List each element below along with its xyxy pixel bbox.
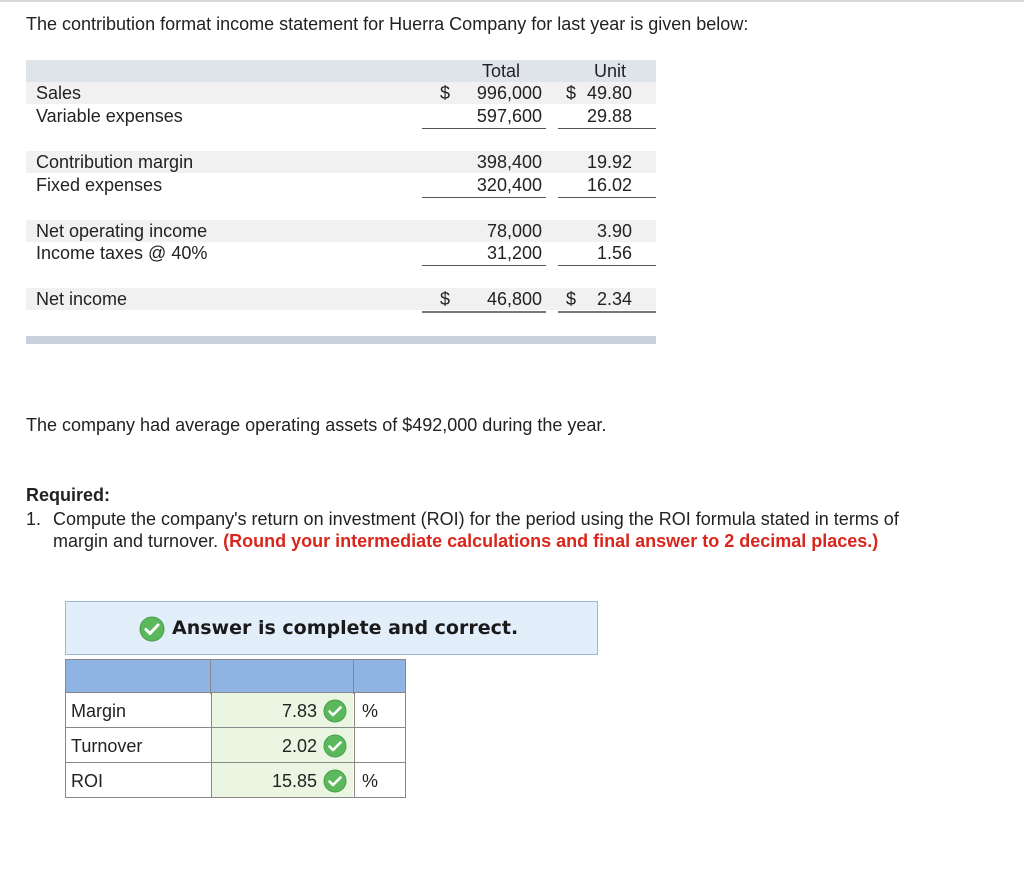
row-unit-dollar-sign: $ — [566, 83, 577, 103]
row-unit-variable-expenses: 29.88 — [586, 106, 632, 126]
answer-unit-cell — [354, 763, 406, 797]
subtotal-rule — [422, 197, 546, 198]
row-unit-fixed-expenses: 16.02 — [586, 175, 632, 195]
answer-unit: % — [362, 701, 379, 721]
row-label-net-operating-income: Net operating income — [36, 221, 208, 241]
row-label-net-income: Net income — [36, 289, 128, 309]
row-label-variable-expenses: Variable expenses — [36, 106, 183, 126]
answer-value: 2.02 — [281, 736, 317, 756]
assets-text: The company had average operating assets of $492,000 during the year. — [26, 415, 607, 435]
header-total: Total — [481, 61, 521, 81]
total-double-rule — [422, 311, 546, 313]
row-unit-dollar-sign: $ — [566, 289, 577, 309]
answer-label: ROI — [71, 771, 104, 791]
answer-value: 7.83 — [281, 701, 317, 721]
answer-row-margin — [65, 693, 406, 728]
column-divider — [353, 660, 354, 694]
row-unit-net-operating-income: 3.90 — [596, 221, 632, 241]
question-body — [53, 508, 953, 552]
check-circle-icon — [139, 616, 165, 647]
check-circle-icon — [323, 769, 347, 798]
answer-status-banner — [65, 601, 598, 655]
subtotal-rule — [558, 265, 656, 266]
question-instruction: (Round your intermediate calculations and final answer to 2 decimal places.) — [223, 531, 879, 551]
answer-unit-cell — [354, 728, 406, 762]
row-total-income-taxes: 31,200 — [486, 243, 542, 263]
row-total-fixed-expenses: 320,400 — [476, 175, 542, 195]
row-label-sales: Sales — [36, 83, 82, 103]
income-statement — [26, 60, 656, 350]
row-dollar-sign: $ — [440, 289, 451, 309]
total-double-rule — [558, 311, 656, 313]
answer-table-header — [65, 659, 406, 693]
row-total-net-operating-income: 78,000 — [486, 221, 542, 241]
top-divider — [0, 0, 1024, 2]
answer-label: Turnover — [71, 736, 143, 756]
answer-label: Margin — [71, 701, 127, 721]
row-unit-net-income: 2.34 — [596, 289, 632, 309]
intro-text: The contribution format income statement for Huerra Company for last year is given below: — [26, 14, 749, 34]
answer-row-turnover — [65, 728, 406, 763]
row-label-income-taxes: Income taxes @ 40% — [36, 243, 208, 263]
header-band-left — [26, 60, 430, 82]
header-unit: Unit — [593, 61, 626, 81]
row-total-net-income: 46,800 — [486, 289, 542, 309]
row-dollar-sign: $ — [440, 83, 451, 103]
row-unit-sales: 49.80 — [586, 83, 632, 103]
question-text: Compute the company's return on investment (ROI) for the period using the ROI formula stated in terms of margin and turnover. — [53, 509, 899, 551]
answer-row-roi — [65, 763, 406, 798]
row-total-variable-expenses: 597,600 — [476, 106, 542, 126]
required-heading: Required: — [26, 485, 111, 505]
row-label-fixed-expenses: Fixed expenses — [36, 175, 163, 195]
column-divider — [210, 660, 211, 694]
answer-unit: % — [362, 771, 379, 791]
subtotal-rule — [422, 265, 546, 266]
check-circle-icon — [323, 699, 347, 728]
question-number: 1. — [26, 509, 42, 529]
subtotal-rule — [558, 197, 656, 198]
row-band — [26, 82, 656, 104]
subtotal-rule — [422, 128, 546, 129]
answer-unit-cell — [354, 693, 406, 727]
table-bottom-bar — [26, 336, 656, 344]
row-total-contribution-margin: 398,400 — [476, 152, 542, 172]
check-circle-icon — [323, 734, 347, 763]
answer-table — [65, 659, 406, 798]
answer-input-margin[interactable] — [211, 693, 353, 727]
row-label-contribution-margin: Contribution margin — [36, 152, 194, 172]
row-total-sales: 996,000 — [476, 83, 542, 103]
answer-input-roi[interactable] — [211, 763, 353, 797]
answer-status-text: Answer is complete and correct. — [172, 617, 519, 639]
answer-value: 15.85 — [271, 771, 317, 791]
answer-input-turnover[interactable] — [211, 728, 353, 762]
row-unit-income-taxes: 1.56 — [596, 243, 632, 263]
row-unit-contribution-margin: 19.92 — [586, 152, 632, 172]
subtotal-rule — [558, 128, 656, 129]
